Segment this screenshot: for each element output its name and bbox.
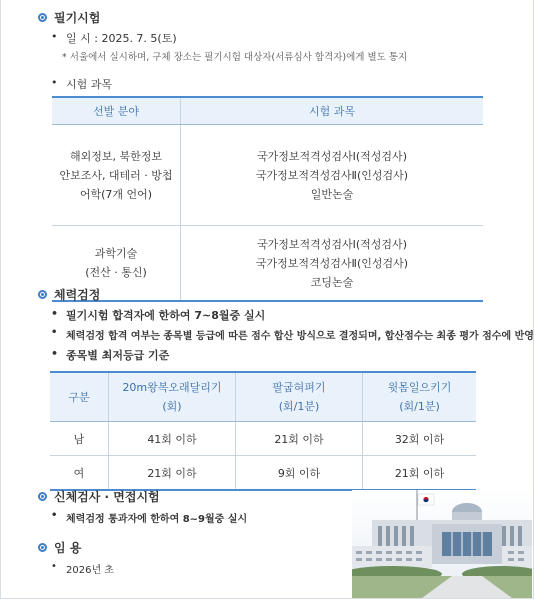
table-cell: 32회 이하 — [363, 422, 477, 456]
table-cell: 21회 이하 — [236, 422, 363, 456]
table-cell-subjects: 국가정보적격성검사Ⅰ(적성검사) 국가정보적격성검사Ⅱ(인성검사) 코딩논술 — [255, 237, 409, 289]
section-title-written-exam: 필기시험 — [38, 9, 100, 26]
table-cell-subjects: 국가정보적격성검사Ⅰ(적성검사) 국가정보적격성검사Ⅱ(인성검사) 일반논술 — [181, 125, 484, 226]
table-header-cell: 윗몸일으키기 (회/1분) — [363, 372, 477, 422]
table-header-cell: 팔굽혀펴기 (회/1분) — [236, 372, 363, 422]
written-exam-subjects-label: • 시험 과목 — [52, 76, 112, 92]
table-cell-field: 해외정보, 북한정보 안보조사, 대테러 · 방첩 어학(7개 언어) — [52, 125, 181, 226]
physical-item: • 체력검정 통과자에 한하여 8~9월중 실시 — [52, 510, 247, 525]
fitness-item: • 종목별 최저등급 기준 — [52, 347, 169, 363]
table-cell: 21회 이하 — [109, 456, 236, 491]
korean-flag-icon — [418, 494, 434, 505]
section-dot-icon — [38, 290, 47, 299]
section-dot-icon — [38, 13, 47, 22]
table-row — [50, 456, 476, 491]
table-cell: 9회 이하 — [236, 456, 363, 491]
table-header-cell: 구분 — [50, 372, 109, 422]
fitness-item: • 체력검정 합격 여부는 종목별 등급에 따른 점수 합산 방식으로 결정되며, 합산점수는 최종 평가 점수에 반영 — [52, 327, 534, 342]
fitness-item: • 필기시험 합격자에 한하여 7~8월중 실시 — [52, 307, 265, 323]
building-illustration — [352, 490, 532, 598]
written-exam-date-note: * 서울에서 실시하며, 구체 장소는 필기시험 대상자(서류심사 합격자)에게 별도 통지 — [62, 52, 408, 63]
table-cell: 여 — [50, 456, 109, 491]
table-header-row — [52, 97, 483, 125]
written-exam-date: • 일 시 : 2025. 7. 5(토) — [52, 30, 177, 46]
section-dot-icon — [38, 492, 47, 501]
section-title-fitness: 체력검정 — [38, 286, 100, 303]
table-cell: 남 — [50, 422, 109, 456]
table-header-row — [50, 372, 476, 422]
table-header-cell: 선발 분야 — [52, 97, 181, 125]
table-row — [50, 422, 476, 456]
table-row — [52, 125, 483, 226]
section-dot-icon — [38, 543, 47, 552]
table-cell: 21회 이하 — [363, 456, 477, 491]
table-row — [52, 226, 483, 302]
fitness-standards-table — [50, 371, 476, 491]
table-header-cell: 20m왕복오래달리기 (회) — [109, 372, 236, 422]
section-title-appointment: 임 용 — [38, 539, 81, 556]
table-header-cell: 시험 과목 — [181, 97, 484, 125]
written-exam-subjects-table — [52, 96, 483, 302]
table-cell: 41회 이하 — [109, 422, 236, 456]
section-title-physical-interview: 신체검사 · 면접시험 — [38, 488, 160, 505]
appointment-item: • 2026년 초 — [52, 561, 114, 576]
table-cell-field: 과학기술 (전산 · 통신) — [52, 226, 181, 302]
